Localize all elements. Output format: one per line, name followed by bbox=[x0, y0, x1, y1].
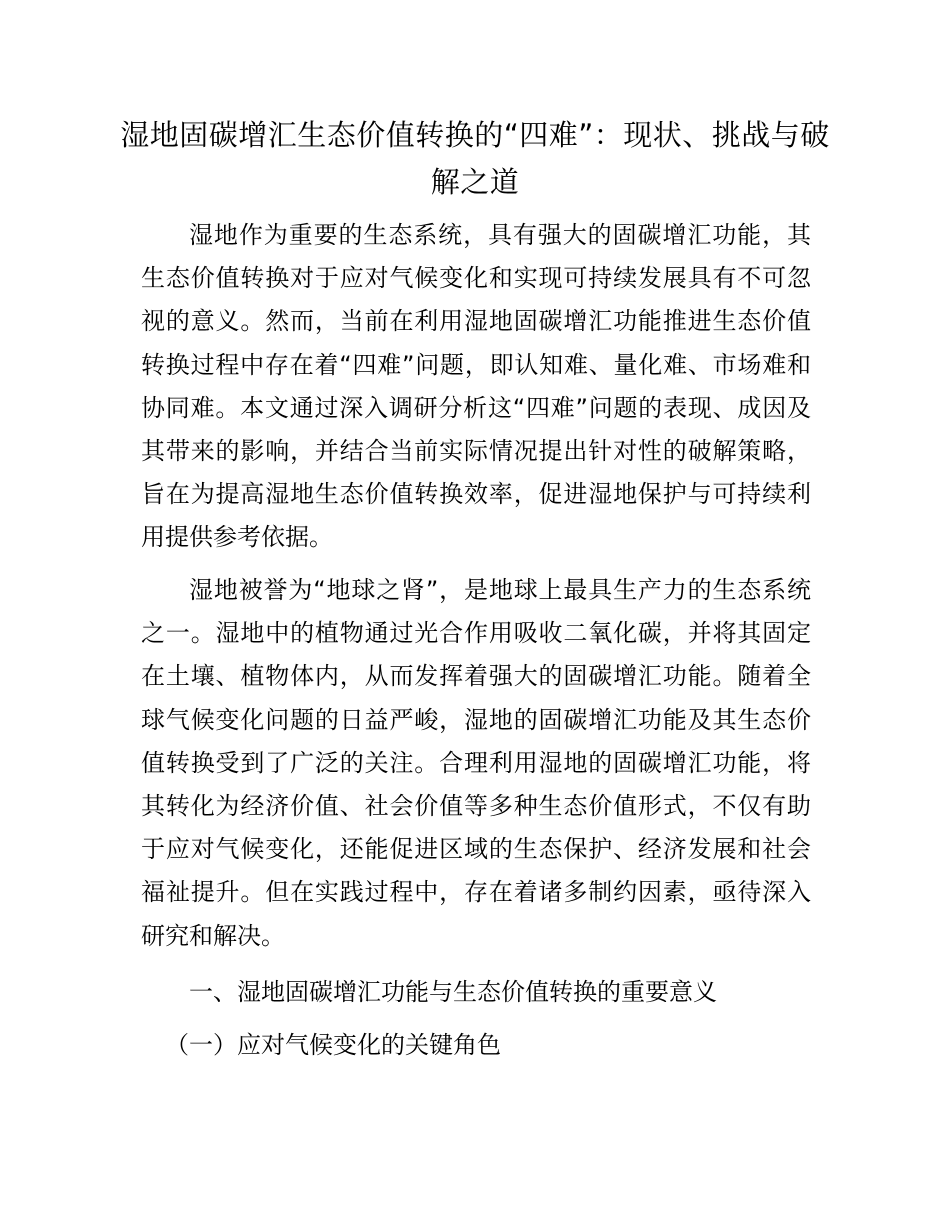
subsection-heading: （一）应对气候变化的关键角色 bbox=[165, 1031, 501, 1059]
section-heading: 一、湿地固碳增汇功能与生态价值转换的重要意义 bbox=[189, 978, 717, 1006]
abstract-paragraph: 湿地作为重要的生态系统，具有强大的固碳增汇功能，其生态价值转换对于应对气候变化和实现可持续发展具有不可忽视的意义。然而，当前在利用湿地固碳增汇功能推进生态价值转换过程中存在着“四难”问题，即认知难、量化难、市场难和协同难。本文通过深入调研分析这“四难”问题的表现、成因及其带来的影响，并结合当前实际情况提出针对性的破解策略，旨在为提高湿地生态价值转换效率，促进湿地保护与可持续利用提供参考依据。 bbox=[141, 221, 811, 552]
document-title: 湿地固碳增汇生态价值转换的“四难”：现状、挑战与破解之道 bbox=[120, 118, 830, 199]
introduction-paragraph: 湿地被誉为“地球之肾”，是地球上最具生产力的生态系统之一。湿地中的植物通过光合作用吸收二氧化碳，并将其固定在土壤、植物体内，从而发挥着强大的固碳增汇功能。随着全球气候变化问题的日益严峻，湿地的固碳增汇功能及其生态价值转换受到了广泛的关注。合理利用湿地的固碳增汇功能，将其转化为经济价值、社会价值等多种生态价值形式，不仅有助于应对气候变化，还能促进区域的生态保护、经济发展和社会福祉提升。但在实践过程中，存在着诸多制约因素，亟待深入研究和解决。 bbox=[141, 576, 811, 950]
